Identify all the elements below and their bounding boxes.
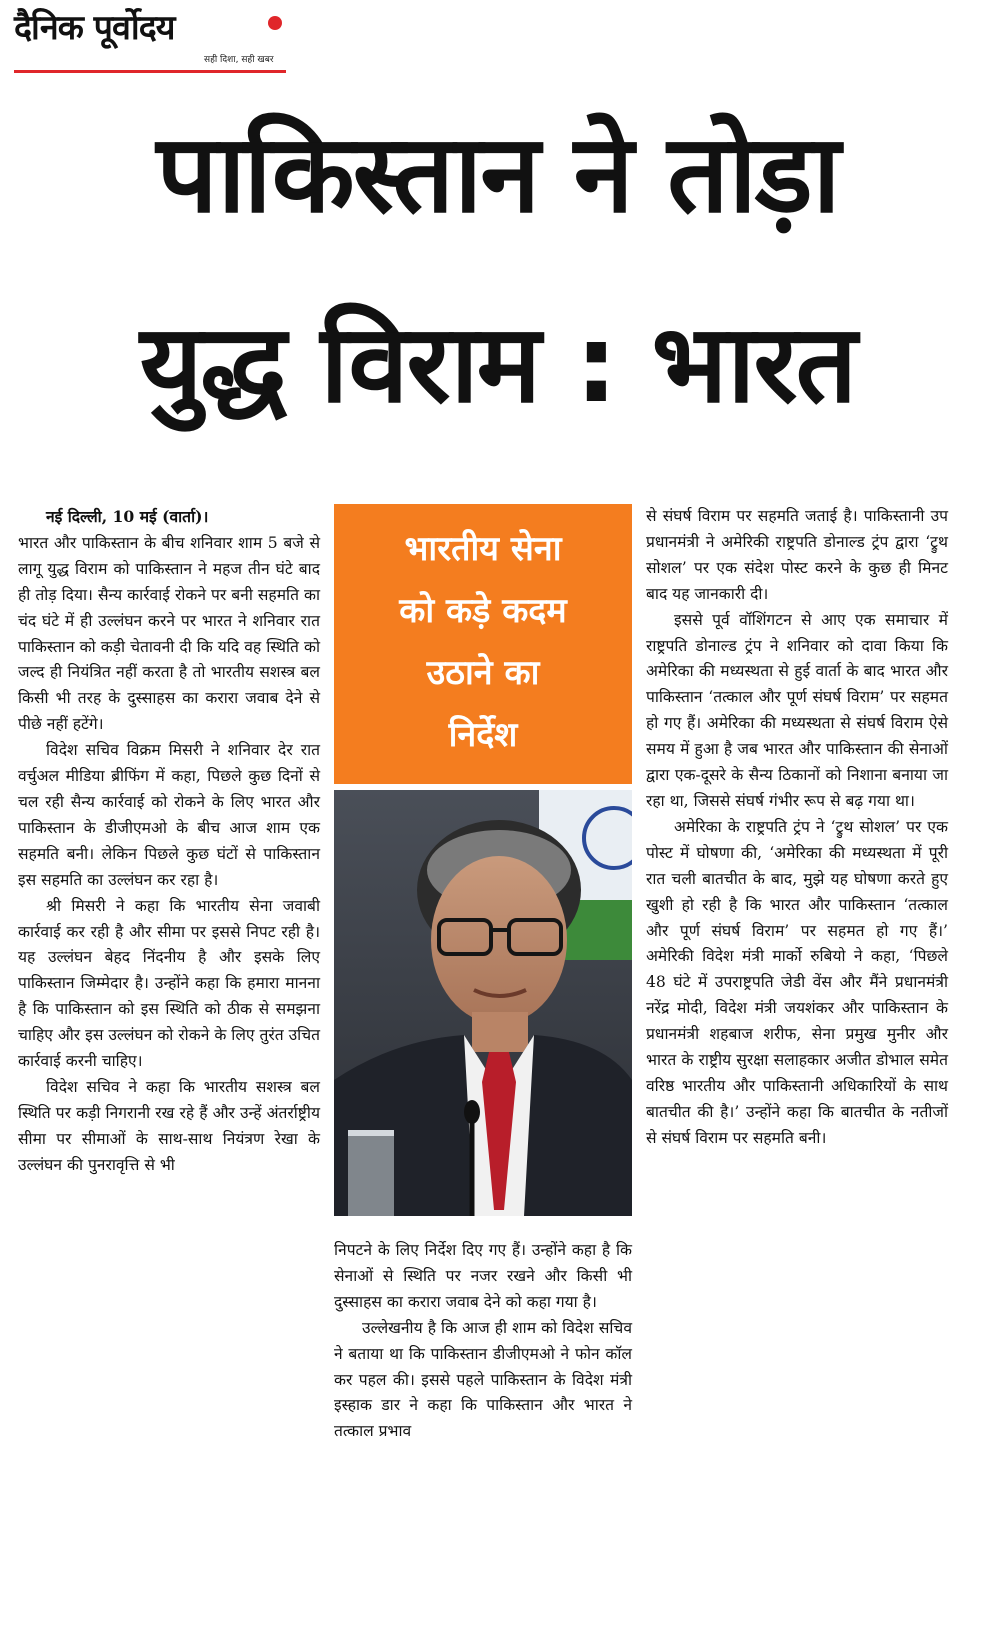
subheadline-box [334, 504, 632, 784]
subheadline-line: उठाने का [426, 653, 540, 693]
subheadline-line: निर्देश [448, 715, 518, 755]
headline-line-1: पाकिस्तान ने तोड़ा [156, 112, 839, 237]
article-column-3 [646, 504, 948, 1152]
subheadline-text [334, 518, 632, 766]
masthead [14, 6, 286, 72]
dateline: नई दिल्ली, 10 मई (वार्ता)। [46, 507, 209, 526]
article-text: भारत और पाकिस्तान के बीच शनिवार शाम 5 बजे से लागू युद्ध विराम को पाकिस्तान ने महज तीन घंटे बाद ही तोड़ दिया। सैन्य कार्रवाई रोकने पर बनी सहमति का चंद घंटे में ही उल्लंघन करने पर भारत ने शनिवार रात पाकिस्तान को कड़ी चेतावनी दी कि यदि वह स्थिति को जल्द ही नियंत्रित नहीं करता है तो भारतीय सशस्त्र बल किसी भी तरह के दुस्साहस का करारा जवाब देने से पीछे नहीं हटेंगे। [18, 533, 320, 734]
article-paragraph: से संघर्ष विराम पर सहमति जताई है। पाकिस्तानी उप प्रधानमंत्री ने अमेरिकी राष्ट्रपति डोनाल्ड ट्रंप द्वारा ‘ट्रुथ सोशल’ पर एक संदेश पोस्ट करने के कुछ ही मिनट बाद यह जानकारी दी। [646, 507, 948, 603]
news-photo [334, 790, 632, 1216]
article-paragraph: श्री मिसरी ने कहा कि भारतीय सेना जवाबी कार्रवाई कर रही है और सीमा पर इससे निपट रही है। यह उल्लंघन बेहद निंदनीय है और इसके लिए पाकिस्तान जिम्मेदार है। उन्होंने कहा कि हमारा मानना है कि पाकिस्तान को इस स्थिति को ठीक से समझना चाहिए और इस उल्लंघन को रोकने के लिए तुरंत उचित कार्रवाई करनी चाहिए। [18, 896, 320, 1071]
article-paragraph: उल्लेखनीय है कि आज ही शाम को विदेश सचिव ने बताया था कि पाकिस्तान डीजीएमओ ने फोन कॉल कर पहल की। इससे पहले पाकिस्तान के विदेश मंत्री इस्हाक डार ने कहा कि पाकिस्तान और भारत ने तत्काल प्रभाव [334, 1318, 632, 1441]
article-paragraph: अमेरिका के राष्ट्रपति ट्रंप ने ‘ट्रुथ सोशल’ पर एक पोस्ट में घोषणा की, ‘अमेरिका की मध्यस्थता में पूरी रात चली बातचीत के बाद, मुझे यह घोषणा करते हुए खुशी हो रही है कि भारत और पाकिस्तान ‘तत्काल और पूर्ण संघर्ष विराम’ पर सहमत हो गए हैं।’ अमेरिकी विदेश मंत्री मार्को रुबियो ने कहा, ‘पिछले 48 घंटे में उपराष्ट्रपति जेडी वेंस और मैंने प्रधानमंत्री नरेंद्र मोदी, विदेश मंत्री जयशंकर और पाकिस्तान के प्रधानमंत्री शहबाज शरीफ, सेना प्रमुख मुनीर और भारत के राष्ट्रीय सुरक्षा सलाहकार अजीत डोभाल समेत वरिष्ठ भारतीय और पाकिस्तानी अधिकारियों के साथ बातचीत की है।’ उन्होंने कहा कि बातचीत के नतीजों से संघर्ष विराम पर सहमति बनी। [646, 817, 948, 1147]
subheadline-line: भारतीय सेना [404, 529, 562, 569]
headline-line-2: युद्ध विराम : भारत [139, 302, 856, 427]
masthead-title: दैनिक पूर्वोदय [14, 8, 175, 48]
article-paragraph: विदेश सचिव विक्रम मिसरी ने शनिवार देर रात वर्चुअल मीडिया ब्रीफिंग में कहा, पिछले कुछ दिनों से चल रही सैन्य कार्रवाई को रोकने के लिए भारत और पाकिस्तान के डीजीएमओ के बीच आज शाम एक सहमति बनी। लेकिन पिछले कुछ घंटों से पाकिस्तान इस सहमति का उल्लंघन कर रहा है। [18, 741, 320, 889]
article-column-1 [18, 504, 320, 1179]
masthead-tagline: सही दिशा, सही खबर [204, 55, 274, 65]
article-column-2 [334, 1238, 632, 1445]
article-paragraph: निपटने के लिए निर्देश दिए गए हैं। उन्होंने कहा है कि सेनाओं से स्थिति पर नजर रखने और किसी भी दुस्साहस का करारा जवाब देने को कहा गया है। [334, 1241, 632, 1311]
masthead-underline [14, 70, 286, 73]
article-paragraph: इससे पूर्व वॉशिंगटन से आए एक समाचार में राष्ट्रपति डोनाल्ड ट्रंप ने शनिवार को दावा किया कि अमेरिका की मध्यस्थता से हुई वार्ता के बाद भारत और पाकिस्तान ‘तत्काल और पूर्ण संघर्ष विराम’ पर सहमत हो गए हैं। अमेरिका की मध्यस्थता से संघर्ष विराम ऐसे समय में हुआ है जब भारत और पाकिस्तान की सेनाओं द्वारा एक-दूसरे के सैन्य ठिकानों को निशाना बनाया जा रहा था, जिससे संघर्ष गंभीर रूप से बढ़ गया था। [646, 610, 948, 810]
news-photo-illustration [334, 790, 632, 1216]
masthead-red-dot [268, 16, 282, 30]
article-paragraph: विदेश सचिव ने कहा कि भारतीय सशस्त्र बल स्थिति पर कड़ी निगरानी रख रहे हैं और उन्हें अंतर्राष्ट्रीय सीमा पर सीमाओं के साथ-साथ नियंत्रण रेखा के उल्लंघन की पुनरावृत्ति से भी [18, 1077, 320, 1174]
subheadline-line: को कड़े कदम [399, 591, 567, 631]
article-paragraph [18, 504, 320, 738]
